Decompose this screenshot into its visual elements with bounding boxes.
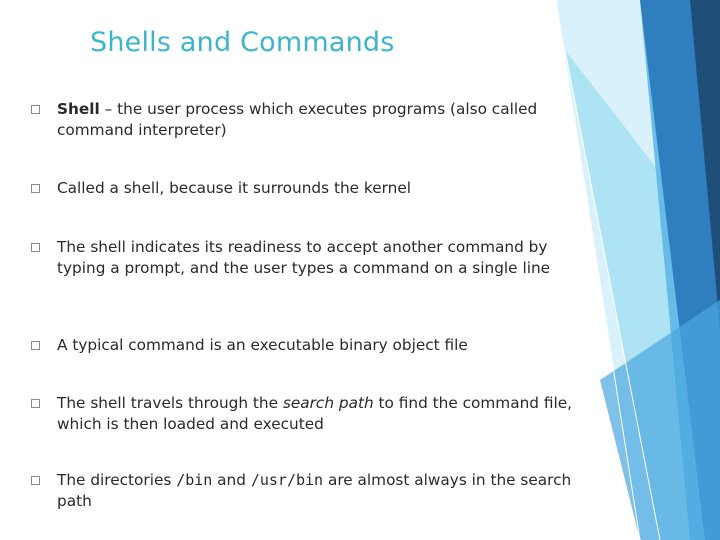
square-bullet-icon — [31, 184, 40, 193]
bullet-text-after: are almost always in the search path — [57, 471, 572, 510]
bullet-text: A typical command is an executable binary object file — [57, 336, 468, 354]
bullet-text — [57, 393, 572, 435]
bullet-text: The shell indicates its readiness to accept another command by typing a prompt, and the user types a command on a single line — [57, 238, 551, 277]
square-bullet-icon — [31, 341, 40, 350]
square-bullet-icon — [31, 243, 40, 252]
bullet-code-bin: /bin — [176, 471, 213, 489]
bullet-text — [57, 470, 572, 512]
bullet-text-before: The shell travels through the — [57, 394, 283, 412]
bullet-body: the user process which executes programs (also called command interpreter) — [57, 100, 538, 139]
bullet-text-after: to find the command file, which is then loaded and executed — [57, 394, 573, 433]
square-bullet-icon — [31, 476, 40, 485]
square-bullet-icon — [31, 105, 40, 114]
bullet-text-middle: and — [212, 471, 251, 489]
bullet-term: Shell — [57, 100, 100, 118]
slide-title: Shells and Commands — [90, 27, 395, 58]
square-bullet-icon — [31, 399, 40, 408]
bullet-text-before: The directories — [57, 471, 177, 489]
bullet-code-usr-bin: /usr/bin — [250, 471, 324, 489]
bullet-text: Called a shell, because it surrounds the kernel — [57, 179, 412, 197]
bullet-text — [57, 99, 572, 141]
bullet-separator: – — [99, 100, 118, 118]
bullet-emphasis: search path — [282, 394, 374, 412]
